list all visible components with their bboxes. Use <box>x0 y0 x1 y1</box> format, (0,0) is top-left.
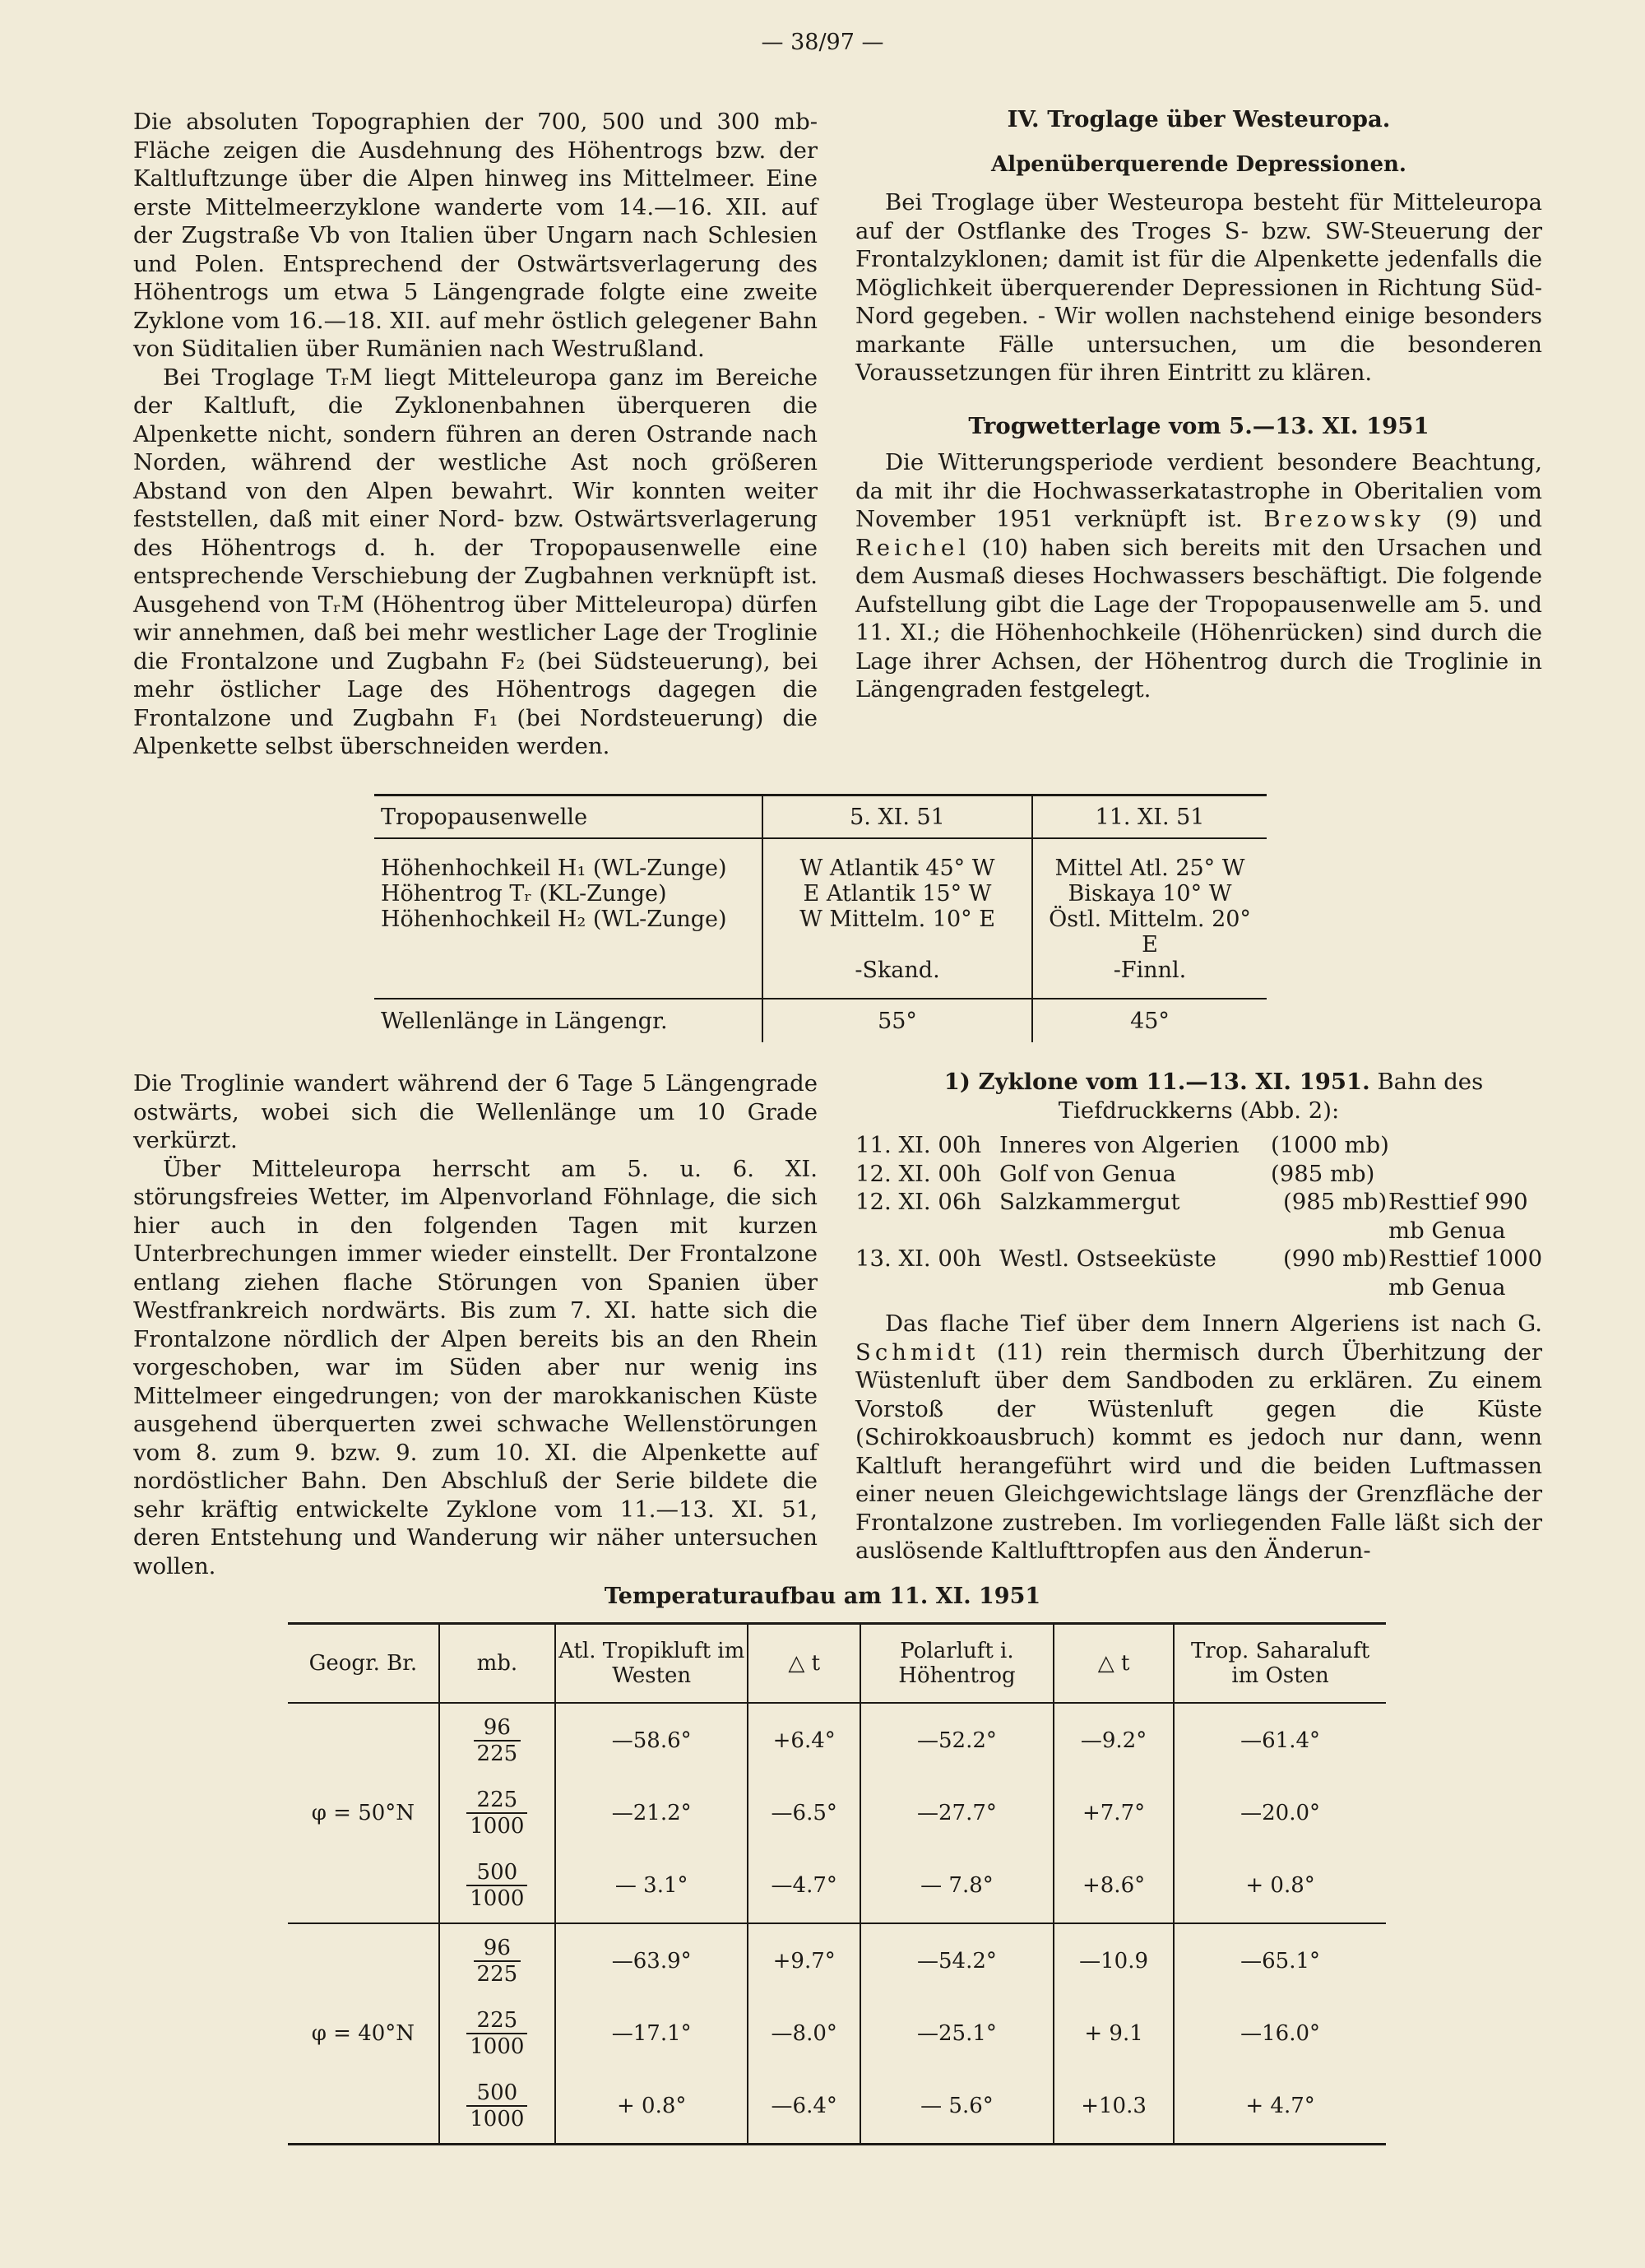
pressure-fraction: $\frac{96}{225}$ <box>474 1715 521 1766</box>
table-row: $\frac{225}{1000}$ —21.2° —6.5° —27.7° +7.7° —20.0° <box>288 1778 1386 1848</box>
paragraph: Bei Troglage TᵣM liegt Mitteleuropa ganz im Bereiche der Kaltluft, die Zyklonenbahnen überqueren die Alpenkette nicht, sondern führen an deren Ostrande nach Norden, während der westliche Ast noch größeren Abstand von den Alpen bewahrt. Wir konnten weiter feststellen, daß mit einer Nord- bzw. Ostwärtsverlagerung des Höhentrogs d. h. der Tropopausenwelle eine entsprechende Verschiebung der Zugbahnen verknüpft ist. Ausgehend von TᵣM (Höhentrog über Mitteleuropa) dürfen wir annehmen, daß bei mehr westlicher Lage der Troglinie die Frontalzone und Zugbahn F₂ (bei Südsteuerung), bei mehr östlicher Lage des Höhentrogs dagegen die Frontalzone und Zugbahn F₁ (bei Nordsteuerung) die Alpenkette selbst überschneiden werden. <box>133 364 818 759</box>
cyclone-heading: 1) Zyklone vom 11.—13. XI. 1951. Bahn des Tiefdruckkerns (Abb. 2): <box>943 1069 1484 1124</box>
table-header-cell: 5. XI. 51 <box>762 795 1032 839</box>
paragraph: Über Mitteleuropa herrscht am 5. u. 6. XI. störungsfreies Wetter, im Alpenvorland Föhnlage, die sich hier auch in den folgenden Tagen mit kurzen Unterbrechungen immer wieder einstellt. Der Frontalzone entlang ziehen flache Störungen von Spanien über Westfrankreich nordwärts. Bis zum 7. XI. hatte sich die Frontalzone nördlich der Alpen bereits bis an den Rhein vorgeschoben, war im Süden aber nur wenig ins Mittelmeer eingedrungen; von der marokkanischen Küste ausgehend überquerten zwei schwache Wellenstörungen vom 8. zum 9. bzw. 9. zum 10. XI. die Alpenkette auf nordöstlicher Bahn. Den Abschluß der Serie bildete die sehr kräftig entwickelte Zyklone vom 11.—13. XI. 51, deren Entstehung und Wanderung wir näher untersuchen wollen. <box>133 1155 818 1579</box>
subsection-heading: Alpenüberquerende Depressionen. <box>991 151 1406 177</box>
pressure-fraction: $\frac{96}{225}$ <box>474 1936 521 1987</box>
author-name: Brezowsky <box>1263 506 1425 532</box>
author-name: Schmidt <box>855 1338 980 1366</box>
latitude-cell: φ = 40°N <box>288 1923 439 2145</box>
pressure-fraction: $\frac{225}{1000}$ <box>466 1788 527 1839</box>
track-row: 12. XI. 00h Golf von Genua (985 mb) <box>855 1160 1375 1187</box>
author-name: Reichel <box>855 534 970 561</box>
pressure-fraction: $\frac{500}{1000}$ <box>466 2080 527 2131</box>
paragraph: Die Troglinie wandert während der 6 Tage 5 Längengrade ostwärts, wobei sich die Wellenlänge um 10 Grade verkürzt. <box>133 1070 818 1153</box>
right-column-top <box>855 105 1542 704</box>
subsection-heading: Trogwetterlage vom 5.—13. XI. 1951 <box>968 412 1430 439</box>
right-column-bottom <box>855 1068 1542 1565</box>
table-row: $\frac{500}{1000}$ — 3.1° —4.7° — 7.8° +8.6° + 0.8° <box>288 1848 1386 1923</box>
table-row: φ = 40°N $\frac{96}{225}$ —63.9° +9.7° —54.2° —10.9 —65.1° <box>288 1923 1386 1998</box>
table-row: Höhenhochkeil H₂ (WL-Zunge) W Mittelm. 10° E Östl. Mittelm. 20° E <box>374 907 1267 958</box>
table-title: Temperaturaufbau am 11. XI. 1951 <box>604 1584 1041 1609</box>
tropopause-wave-table <box>374 794 1267 1042</box>
paragraph: Die absoluten Topographien der 700, 500 und 300 mb-Fläche zeigen die Ausdehnung des Höhentrogs bzw. der Kaltluftzunge über die Alpen hinweg ins Mittelmeer. Eine erste Mittelmeerzyklone wanderte vom 14.—16. XII. auf der Zugstraße Vb von Italien über Ungarn nach Schlesien und Polen. Entsprechend der Ostwärtsverlagerung des Höhentrogs um etwa 5 Längengrade folgte eine zweite Zyklone vom 16.—18. XII. auf mehr östlich gelegener Bahn von Süditalien über Rumänien nach Westrußland. <box>133 109 818 362</box>
track-row: mb Genua <box>1388 1273 1506 1301</box>
paragraph: Die Witterungsperiode verdient besondere Beachtung, da mit ihr die Hochwasserkatastrophe in Oberitalien vom November 1951 verknüpft ist. Brezowsky (9) und Reichel (10) haben sich bereits mit den Ursachen und dem Ausmaß dieses Hochwassers beschäftigt. Die folgende Aufstellung gibt die Lage der Tropopausenwelle am 5. und 11. XI.; die Höhenhochkeile (Höhenrücken) sind durch die Lage ihrer Achsen, der Höhentrog durch die Troglinie in Längengraden festgelegt. <box>855 449 1542 703</box>
left-column-top <box>133 108 818 761</box>
latitude-cell: φ = 50°N <box>288 1703 439 1923</box>
paragraph: Bei Troglage über Westeuropa besteht für Mitteleuropa auf der Ostflanke des Troges S- bzw. SW-Steuerung der Frontalzyklonen; damit ist für die Alpenkette jedenfalls die Möglichkeit überquerender Depressionen in Richtung Süd-Nord gegeben. - Wir wollen nachstehend einige besonders markante Fälle untersuchen, um die besonderen Voraussetzungen für ihren Eintritt zu klären. <box>855 189 1542 386</box>
section-heading: IV. Troglage über Westeuropa. <box>1007 106 1391 132</box>
pressure-fraction: $\frac{225}{1000}$ <box>466 2008 527 2059</box>
track-row: 11. XI. 00h Inneres von Algerien (1000 mb) <box>855 1132 1389 1158</box>
table-row: Höhenhochkeil H₁ (WL-Zunge) W Atlantik 45° W Mittel Atl. 25° W <box>374 838 1267 881</box>
paragraph: Das flache Tief über dem Innern Algeriens ist nach G. Schmidt (11) rein thermisch durch Überhitzung der Wüstenluft über dem Sandboden zu erklären. Zu einem Vorstoß der Wüstenluft gegen die Küste (Schirokkoausbruch) kommt es jedoch nur dann, wenn Kaltluft herangeführt wird und die beiden Luftmassen einer neuen Gleichgewichtslage längs der Grenzfläche der Frontalzone zustreben. Im vorliegenden Falle läßt sich der auslösende Kaltlufttropfen aus den Änderun- <box>855 1310 1543 1564</box>
table-row: $\frac{500}{1000}$ + 0.8° —6.4° — 5.6° +10.3 + 4.7° <box>288 2069 1386 2145</box>
table-header-row: Geogr. Br. mb. Atl. Tropikluft im Westen △ t Polarluft i. Höhentrog △ t Trop. Saharaluft im Osten <box>288 1624 1386 1704</box>
track-row: 12. XI. 06h Salzkammergut (985 mb) Resttief 990 <box>855 1189 1528 1215</box>
temperature-table <box>288 1622 1386 2145</box>
left-column-bottom <box>133 1069 818 1580</box>
table-row: -Skand. -Finnl. <box>374 958 1267 999</box>
table-header-cell: 11. XI. 51 <box>1095 804 1205 830</box>
table-row: Höhentrog Tᵣ (KL-Zunge) E Atlantik 15° W Biskaya 10° W <box>374 881 1267 907</box>
pressure-fraction: $\frac{500}{1000}$ <box>466 1860 527 1911</box>
table-row: $\frac{225}{1000}$ —17.1° —8.0° —25.1° + 9.1 —16.0° <box>288 1998 1386 2069</box>
table-header-cell: Tropopausenwelle <box>374 795 762 839</box>
track-row: mb Genua <box>1388 1217 1506 1244</box>
table-footer-row: Wellenlänge in Längengr. 55° 45° <box>374 999 1267 1042</box>
table-row: φ = 50°N $\frac{96}{225}$ —58.6° +6.4° —52.2° —9.2° —61.4° <box>288 1703 1386 1778</box>
page-number: — 38/97 — <box>761 30 884 55</box>
track-row: 13. XI. 00h Westl. Ostseeküste (990 mb) Resttief 1000 <box>855 1245 1543 1272</box>
